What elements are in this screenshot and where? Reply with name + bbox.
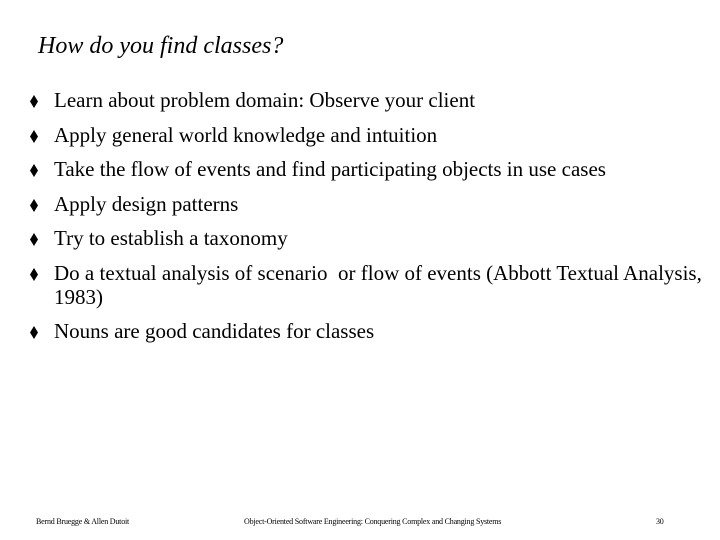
bullet-text: Try to establish a taxonomy [54,226,288,250]
diamond-bullet-icon [30,268,38,281]
bullet-text: Apply general world knowledge and intuition [54,122,438,147]
bullet-item [28,226,708,250]
page-number: 30 [656,517,664,526]
bullet-item [28,157,708,181]
bullet-text: Nouns are good candidates for classes [54,319,375,343]
bullet-list [28,88,708,354]
diamond-bullet-icon [30,95,38,108]
diamond-bullet-icon [30,233,38,246]
footer-authors: Bernd Bruegge & Allen Dutoit [36,517,130,526]
bullet-item [28,88,708,112]
diamond-bullet-icon [30,164,38,177]
bullet-text: Do a textual analysis of scenario or flow of events (Abbott Textual Analysis, 1983) [54,260,708,309]
bullet-item [28,261,708,309]
bullet-item [28,192,708,216]
bullet-item [28,123,708,147]
diamond-bullet-icon [30,130,38,143]
bullet-text: Apply design patterns [54,191,239,216]
bullet-text: Take the flow of events and find participating objects in use cases [54,157,606,181]
bullet-item [28,319,708,343]
diamond-bullet-icon [30,326,38,339]
footer-book-title: Object-Oriented Software Engineering: Conquering Complex and Changing Systems [244,517,502,526]
slide-title: How do you find classes? [38,33,284,59]
bullet-text: Learn about problem domain: Observe your client [54,88,476,112]
diamond-bullet-icon [30,199,38,212]
